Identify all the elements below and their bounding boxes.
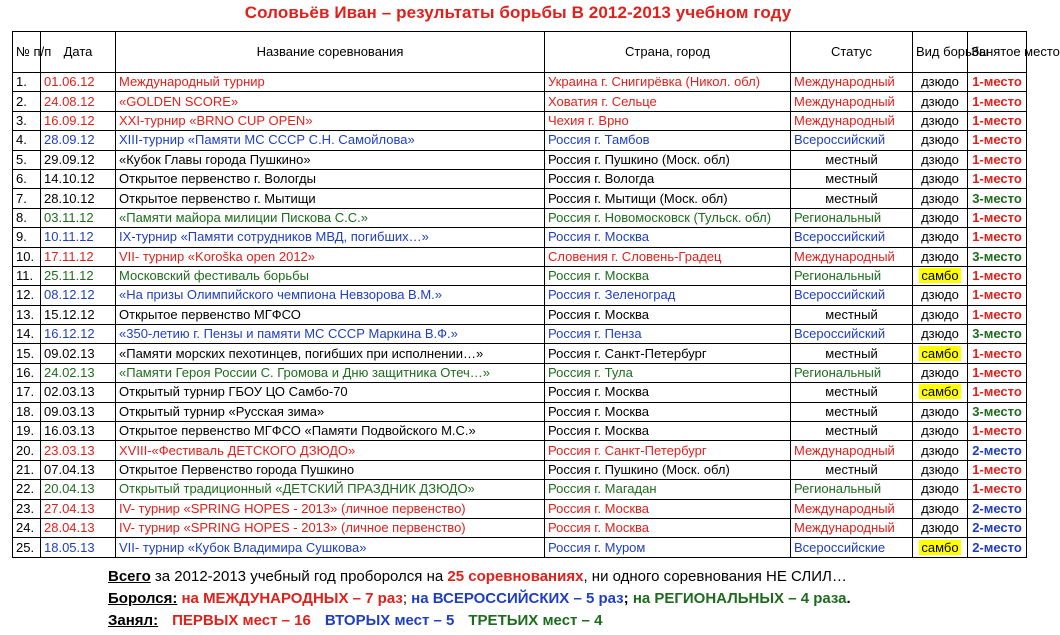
cell-place: 1-место	[968, 92, 1027, 111]
table-row	[13, 286, 1027, 305]
cell-status: Международный	[791, 73, 913, 92]
cell-status: Всероссийский	[791, 228, 913, 247]
cell-country-city: Россия г. Тамбов	[545, 131, 791, 150]
table-row	[13, 518, 1027, 537]
cell-country-city: Ховатия г. Сельце	[545, 92, 791, 111]
cell-date: 24.08.12	[41, 92, 116, 111]
cell-num: 4.	[13, 131, 41, 150]
cell-place: 3-место	[968, 189, 1027, 208]
cell-country-city: Россия г. Москва	[545, 228, 791, 247]
cell-wrestling-type: дзюдо	[913, 441, 968, 460]
cell-country-city: Украина г. Снигирёвка (Никол. обл)	[545, 73, 791, 92]
cell-wrestling-type: дзюдо	[913, 73, 968, 92]
cell-place: 2-место	[968, 538, 1027, 557]
cell-country-city: Россия г. Вологда	[545, 169, 791, 188]
cell-country-city: Россия г. Зеленоград	[545, 286, 791, 305]
cell-wrestling-type: дзюдо	[913, 189, 968, 208]
cell-place: 2-место	[968, 499, 1027, 518]
cell-competition-name: Открытое первенство МГФСО	[116, 305, 545, 324]
cell-num: 10.	[13, 247, 41, 266]
cell-num: 23.	[13, 499, 41, 518]
cell-country-city: Россия г. Москва	[545, 266, 791, 285]
cell-wrestling-type	[913, 266, 968, 285]
cell-competition-name: «GOLDEN SCORE»	[116, 92, 545, 111]
cell-date: 25.11.12	[41, 266, 116, 285]
summary-end: .	[846, 590, 851, 607]
cell-num: 8.	[13, 208, 41, 227]
cell-competition-name: Открытое Первенство города Пушкино	[116, 460, 545, 479]
cell-num: 6.	[13, 169, 41, 188]
cell-num: 16.	[13, 363, 41, 382]
cell-country-city: Россия г. Пушкино (Моск. обл)	[545, 460, 791, 479]
wrestling-type-highlight: самбо	[921, 268, 959, 284]
summary-places-line	[108, 612, 602, 629]
table-header-row	[13, 32, 1027, 73]
cell-competition-name: Открытое первенство г. Вологды	[116, 169, 545, 188]
cell-wrestling-type	[913, 383, 968, 402]
cell-wrestling-type: дзюдо	[913, 480, 968, 499]
table-row	[13, 208, 1027, 227]
cell-status: Международный	[791, 247, 913, 266]
cell-place: 1-место	[968, 305, 1027, 324]
cell-place: 1-место	[968, 460, 1027, 479]
cell-status: Международный	[791, 518, 913, 537]
cell-competition-name: Открытый традиционный «ДЕТСКИЙ ПРАЗДНИК ДЗЮДО»	[116, 480, 545, 499]
cell-country-city: Россия г. Москва	[545, 422, 791, 441]
summary-total-label: Всего	[108, 568, 151, 585]
summary-sep-1: ;	[402, 590, 412, 607]
summary-international: на МЕЖДУНАРОДНЫХ – 7 раз	[177, 590, 403, 607]
cell-num: 21.	[13, 460, 41, 479]
cell-date: 08.12.12	[41, 286, 116, 305]
cell-status: местный	[791, 344, 913, 363]
cell-wrestling-type: дзюдо	[913, 325, 968, 344]
cell-competition-name: «350-летию г. Пензы и памяти МС СССР Маркина В.Ф.»	[116, 325, 545, 344]
wrestling-type-highlight: самбо	[921, 345, 959, 361]
summary-sep-2: ;	[623, 590, 633, 607]
summary-places-label: Занял:	[108, 612, 159, 629]
cell-wrestling-type: дзюдо	[913, 228, 968, 247]
page-title: Соловьёв Иван – результаты борьбы В 2012-2013 учебном году	[244, 3, 792, 22]
cell-status: Региональный	[791, 480, 913, 499]
cell-date: 28.10.12	[41, 189, 116, 208]
cell-num: 22.	[13, 480, 41, 499]
summary-total-text-b: , ни одного соревнования НЕ СЛИЛ…	[583, 568, 847, 585]
summary-total-text-a: за 2012-2013 учебный год проборолся на	[150, 568, 448, 585]
table-row	[13, 73, 1027, 92]
cell-date: 16.12.12	[41, 325, 116, 344]
cell-num: 2.	[13, 92, 41, 111]
table-row	[13, 150, 1027, 169]
cell-competition-name: IV- турнир «SPRING HOPES - 2013» (личное первенство)	[116, 518, 545, 537]
cell-place: 1-место	[968, 131, 1027, 150]
header-type: Вид борьбы	[913, 32, 968, 73]
cell-date: 28.09.12	[41, 131, 116, 150]
cell-status: Региональный	[791, 363, 913, 382]
cell-country-city: Россия г. Москва	[545, 499, 791, 518]
wrestling-type-highlight: самбо	[921, 384, 959, 400]
cell-competition-name: Открытый турнир ГБОУ ЦО Самбо-70	[116, 383, 545, 402]
cell-competition-name: Открытый турнир «Русская зима»	[116, 402, 545, 421]
cell-competition-name: Открытое первенство г. Мытищи	[116, 189, 545, 208]
summary-fought-label: Боролся:	[108, 590, 178, 607]
cell-status: Всероссийский	[791, 286, 913, 305]
cell-competition-name: «Памяти Героя России С. Громова и Дню защитника Отеч…»	[116, 363, 545, 382]
cell-date: 29.09.12	[41, 150, 116, 169]
cell-date: 28.04.13	[41, 518, 116, 537]
cell-wrestling-type: дзюдо	[913, 150, 968, 169]
cell-country-city: Россия г. Санкт-Петербург	[545, 441, 791, 460]
cell-competition-name: VII- турнир «Кубок Владимира Сушкова»	[116, 538, 545, 557]
summary-second-places: ВТОРЫХ мест – 5	[324, 612, 455, 629]
cell-place: 3-место	[968, 247, 1027, 266]
cell-country-city: Россия г. Пенза	[545, 325, 791, 344]
cell-status: местный	[791, 402, 913, 421]
cell-num: 15.	[13, 344, 41, 363]
table-row	[13, 228, 1027, 247]
table-row	[13, 422, 1027, 441]
cell-date: 09.03.13	[41, 402, 116, 421]
cell-competition-name: XVIII-«Фестиваль ДЕТСКОГО ДЗЮДО»	[116, 441, 545, 460]
cell-place: 1-место	[968, 480, 1027, 499]
summary-total-line	[108, 568, 847, 585]
cell-place: 1-место	[968, 344, 1027, 363]
cell-num: 1.	[13, 73, 41, 92]
cell-wrestling-type: дзюдо	[913, 363, 968, 382]
cell-place: 1-место	[968, 73, 1027, 92]
header-date: Дата	[41, 32, 116, 73]
cell-wrestling-type: дзюдо	[913, 92, 968, 111]
wrestling-type-highlight: самбо	[921, 539, 959, 555]
cell-date: 23.03.13	[41, 441, 116, 460]
cell-date: 07.04.13	[41, 460, 116, 479]
cell-wrestling-type: дзюдо	[913, 169, 968, 188]
cell-date: 03.11.12	[41, 208, 116, 227]
header-status: Статус	[791, 32, 913, 73]
cell-place: 3-место	[968, 402, 1027, 421]
cell-date: 27.04.13	[41, 499, 116, 518]
cell-wrestling-type	[913, 344, 968, 363]
header-name: Название соревнования	[116, 32, 545, 73]
cell-wrestling-type: дзюдо	[913, 422, 968, 441]
cell-place: 1-место	[968, 266, 1027, 285]
cell-competition-name: «Памяти морских пехотинцев, погибших при исполнении…»	[116, 344, 545, 363]
table-row	[13, 460, 1027, 479]
cell-competition-name: VII- турнир «Koroška open 2012»	[116, 247, 545, 266]
cell-date: 10.11.12	[41, 228, 116, 247]
header-place: Занятое место	[968, 32, 1027, 73]
cell-status: Региональный	[791, 208, 913, 227]
table-body	[13, 73, 1027, 558]
cell-date: 18.05.13	[41, 538, 116, 557]
table-row	[13, 131, 1027, 150]
cell-date: 17.11.12	[41, 247, 116, 266]
cell-status: Всероссийский	[791, 325, 913, 344]
table-row	[13, 363, 1027, 382]
cell-wrestling-type: дзюдо	[913, 305, 968, 324]
cell-country-city: Россия г. Москва	[545, 402, 791, 421]
cell-date: 16.09.12	[41, 111, 116, 130]
results-table	[12, 31, 1060, 558]
cell-place: 1-место	[968, 363, 1027, 382]
cell-wrestling-type: дзюдо	[913, 499, 968, 518]
cell-country-city: Словения г. Словень-Градец	[545, 247, 791, 266]
cell-wrestling-type	[913, 538, 968, 557]
cell-place: 1-место	[968, 169, 1027, 188]
header-num: № п/п	[13, 32, 41, 73]
cell-competition-name: XXI-турнир «BRNO CUP OPEN»	[116, 111, 545, 130]
cell-country-city: Россия г. Москва	[545, 305, 791, 324]
cell-num: 9.	[13, 228, 41, 247]
table-row	[13, 402, 1027, 421]
table-row	[13, 169, 1027, 188]
cell-status: местный	[791, 189, 913, 208]
cell-country-city: Россия г. Санкт-Петербург	[545, 344, 791, 363]
cell-competition-name: «Памяти майора милиции Пискова С.С.»	[116, 208, 545, 227]
summary-regional: на РЕГИОНАЛЬНЫХ – 4 раза	[632, 590, 847, 607]
cell-status: местный	[791, 305, 913, 324]
cell-status: местный	[791, 169, 913, 188]
cell-country-city: Чехия г. Врно	[545, 111, 791, 130]
cell-status: Всероссийский	[791, 131, 913, 150]
cell-date: 20.04.13	[41, 480, 116, 499]
cell-num: 12.	[13, 286, 41, 305]
cell-place: 1-место	[968, 150, 1027, 169]
cell-competition-name: Московский фестиваль борьбы	[116, 266, 545, 285]
cell-place: 2-место	[968, 441, 1027, 460]
table-row	[13, 480, 1027, 499]
summary-third-places: ТРЕТЬИХ мест – 4	[468, 612, 603, 629]
cell-status: Международный	[791, 441, 913, 460]
cell-place: 1-место	[968, 111, 1027, 130]
cell-date: 14.10.12	[41, 169, 116, 188]
cell-wrestling-type: дзюдо	[913, 208, 968, 227]
cell-country-city: Россия г. Москва	[545, 518, 791, 537]
cell-num: 11.	[13, 266, 41, 285]
cell-status: Международный	[791, 499, 913, 518]
cell-status: Всероссийские	[791, 538, 913, 557]
cell-place: 1-место	[968, 208, 1027, 227]
cell-num: 25.	[13, 538, 41, 557]
cell-place: 1-место	[968, 286, 1027, 305]
table-row	[13, 538, 1027, 557]
cell-num: 7.	[13, 189, 41, 208]
cell-country-city: Россия г. Тула	[545, 363, 791, 382]
header-country: Страна, город	[545, 32, 791, 73]
cell-country-city: Россия г. Магадан	[545, 480, 791, 499]
table-row	[13, 441, 1027, 460]
cell-num: 14.	[13, 325, 41, 344]
cell-country-city: Россия г. Новомосковск (Тульск. обл)	[545, 208, 791, 227]
table-row	[13, 111, 1027, 130]
table-row	[13, 247, 1027, 266]
cell-num: 18.	[13, 402, 41, 421]
cell-place: 1-место	[968, 383, 1027, 402]
cell-status: Международный	[791, 92, 913, 111]
cell-status: местный	[791, 383, 913, 402]
cell-num: 24.	[13, 518, 41, 537]
cell-status: Международный	[791, 111, 913, 130]
cell-place: 3-место	[968, 325, 1027, 344]
cell-num: 3.	[13, 111, 41, 130]
cell-country-city: Россия г. Пушкино (Моск. обл)	[545, 150, 791, 169]
table-row	[13, 305, 1027, 324]
cell-wrestling-type: дзюдо	[913, 247, 968, 266]
table-row	[13, 266, 1027, 285]
cell-competition-name: IX-турнир «Памяти сотрудников МВД, погибших…»	[116, 228, 545, 247]
cell-country-city: Россия г. Москва	[545, 383, 791, 402]
cell-wrestling-type: дзюдо	[913, 518, 968, 537]
cell-num: 20.	[13, 441, 41, 460]
cell-country-city: Россия г. Муром	[545, 538, 791, 557]
summary-national: на ВСЕРОССИЙСКИХ – 5 раз	[411, 590, 624, 607]
cell-num: 5.	[13, 150, 41, 169]
cell-num: 13.	[13, 305, 41, 324]
cell-status: местный	[791, 422, 913, 441]
cell-wrestling-type: дзюдо	[913, 131, 968, 150]
cell-wrestling-type: дзюдо	[913, 460, 968, 479]
cell-wrestling-type: дзюдо	[913, 286, 968, 305]
cell-date: 15.12.12	[41, 305, 116, 324]
cell-wrestling-type: дзюдо	[913, 402, 968, 421]
summary-first-places: ПЕРВЫХ мест – 16	[172, 612, 311, 629]
cell-wrestling-type: дзюдо	[913, 111, 968, 130]
cell-date: 02.03.13	[41, 383, 116, 402]
cell-place: 1-место	[968, 228, 1027, 247]
cell-competition-name: XIII-турнир «Памяти МС СССР С.Н. Самойлова»	[116, 131, 545, 150]
cell-date: 09.02.13	[41, 344, 116, 363]
table-row	[13, 499, 1027, 518]
table-row	[13, 344, 1027, 363]
cell-competition-name: IV- турнир «SPRING HOPES - 2013» (личное первенство)	[116, 499, 545, 518]
cell-status: Региональный	[791, 266, 913, 285]
cell-country-city: Россия г. Мытищи (Моск. обл)	[545, 189, 791, 208]
cell-competition-name: Открытое первенство МГФСО «Памяти Подвойского М.С.»	[116, 422, 545, 441]
cell-date: 16.03.13	[41, 422, 116, 441]
cell-num: 17.	[13, 383, 41, 402]
table-row	[13, 189, 1027, 208]
table-row	[13, 383, 1027, 402]
cell-competition-name: Международный турнир	[116, 73, 545, 92]
cell-num: 19.	[13, 422, 41, 441]
cell-date: 24.02.13	[41, 363, 116, 382]
table-row	[13, 325, 1027, 344]
cell-place: 1-место	[968, 422, 1027, 441]
summary-total-count: 25 соревнованиях	[447, 568, 584, 585]
cell-competition-name: «Кубок Главы города Пушкино»	[116, 150, 545, 169]
summary-fought-line	[108, 590, 851, 607]
cell-date: 01.06.12	[41, 73, 116, 92]
cell-competition-name: «На призы Олимпийского чемпиона Невзорова В.М.»	[116, 286, 545, 305]
cell-status: местный	[791, 150, 913, 169]
table-row	[13, 92, 1027, 111]
cell-place: 2-место	[968, 518, 1027, 537]
cell-status: местный	[791, 460, 913, 479]
